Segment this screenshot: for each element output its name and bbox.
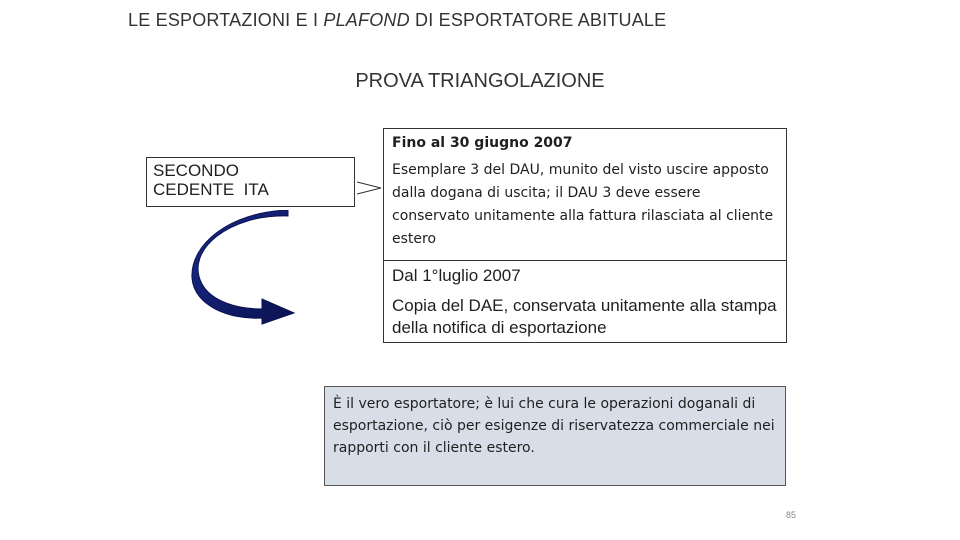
page-title-suffix: DI ESPORTATORE ABITUALE <box>409 10 667 30</box>
documentation-box <box>383 128 787 343</box>
connector-arrow-icon <box>355 178 385 198</box>
page-number: 85 <box>786 510 797 520</box>
secondo-cedente-line1: SECONDO <box>153 161 239 180</box>
section1-text: Esemplare 3 del DAU, munito del visto uscire apposto dalla dogana di uscita; il DAU 3 deve essere conservato unitamente alla fattura rilasciata al cliente estero <box>392 162 774 247</box>
note-box: È il vero esportatore; è lui che cura le operazioni doganali di esportazione, ciò per esigenze di riservatezza commerciale nei rapporti con il cliente estero. <box>324 386 786 486</box>
section-until-june-2007 <box>384 129 786 260</box>
page-title-prefix: LE ESPORTAZIONI E I <box>128 10 324 30</box>
slide-subtitle: PROVA TRIANGOLAZIONE <box>355 70 605 92</box>
secondo-cedente-box <box>146 157 355 207</box>
page-title <box>128 10 666 31</box>
section2-text: Copia del DAE, conservata unitamente alla stampa della notifica di esportazione <box>392 296 777 337</box>
secondo-cedente-line2: CEDENTE ITA <box>153 180 269 199</box>
curved-arrow-icon <box>190 210 300 325</box>
section1-heading: Fino al 30 giugno 2007 <box>392 135 573 151</box>
section-from-july-2007 <box>384 261 786 343</box>
section2-heading: Dal 1°luglio 2007 <box>392 266 521 285</box>
page-title-italic: PLAFOND <box>323 10 410 30</box>
